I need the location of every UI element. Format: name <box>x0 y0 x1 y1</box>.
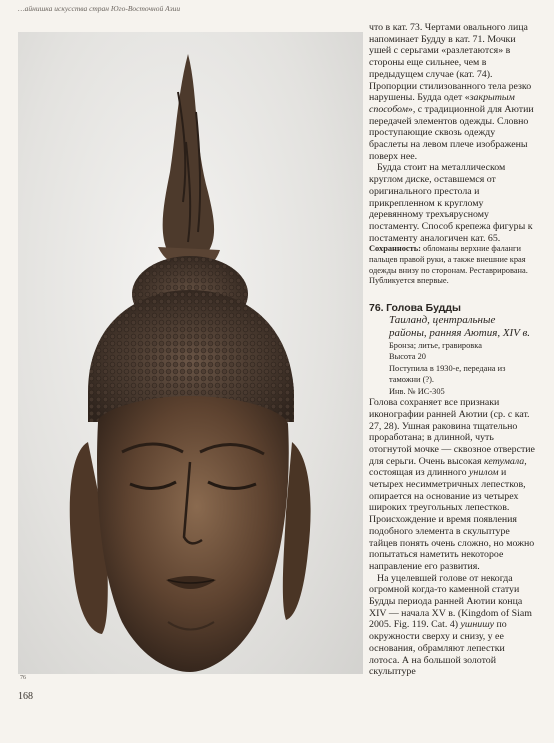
buddha-head-icon <box>18 32 363 674</box>
entry-material: Бронза; литье, гравировка <box>389 340 482 350</box>
condition-note: Сохранность: обломаны верхние фаланги пальцев правой руки, а также внешние края одежды внизу по сторонам. Реставрирована. <box>369 244 528 275</box>
paragraph: Голова сохраняет все признаки иконографии ранней Аютии (ср. с кат. 27, 28). Ушная раковина тщательно проработана; в длинной, чуть отогнутой мочке — сквозное отверстие для серьги. Очень высокая кетумала, состоящая из длинного унилом и четырех несимметричных лепестков, опирается на основание из четырех широких треугольных лепестков. Происхождение и время появления подобного элемента в скульптуре тайцев понять очень сложно, но можно попытаться наметить некоторое направление его развития. <box>369 397 535 572</box>
entry-subtitle: Таиланд, центральные районы, ранняя Аютия, XIV в. <box>389 314 531 340</box>
catalog-entry-heading: 76. Голова Будды <box>369 301 461 314</box>
paragraph: На уцелевшей голове от некогда огромной когда-то каменной статуи Будды периода ранней Аютии конца XIV — начала XV в. (Kingdom of Siam 2005. Fig. 119. Cat. 4) ушнишу по окружности сверху и снизу, у ее основания, обрамляют лепестки лотоса. А на большой золотой скульптуре <box>369 572 532 678</box>
text-column <box>369 22 535 678</box>
publication-note: Публикуется впервые. <box>369 276 449 286</box>
entry-acquired: Поступила в 1930-е, передана из таможни (?). <box>389 363 506 385</box>
figure-number: 76 <box>20 675 26 681</box>
entry-height: Высота 20 <box>389 352 426 362</box>
paragraph: что в кат. 73. Чертами овального лица напоминает Будду в кат. 71. Мочки ушей с серьгами «разлетаются» в стороны еще сильнее, чем в предыдущем случае (кат. 74). Пропорции стилизованного тела резко нарушены. Будда одет «закрытым способом», с традиционной для Аютии передачей элементов одежды. Словно проступающие сквозь одежду браслеты на левом плече изображены поверх нее. <box>369 22 534 162</box>
entry-inventory: Инв. № ИС-305 <box>389 386 445 396</box>
paragraph: Будда стоит на металлическом круглом диске, оставшемся от оригинального престола и прикрепленном к круглому деревянному трехъярусному постаменту. Способ крепежа фигуры к постаменту аналогичен кат. 65. <box>369 162 533 244</box>
running-head: …айнишка искусства стран Юго-Восточной Азии <box>18 4 181 13</box>
buddha-head-photo <box>18 32 363 674</box>
page-number: 168 <box>18 691 33 702</box>
